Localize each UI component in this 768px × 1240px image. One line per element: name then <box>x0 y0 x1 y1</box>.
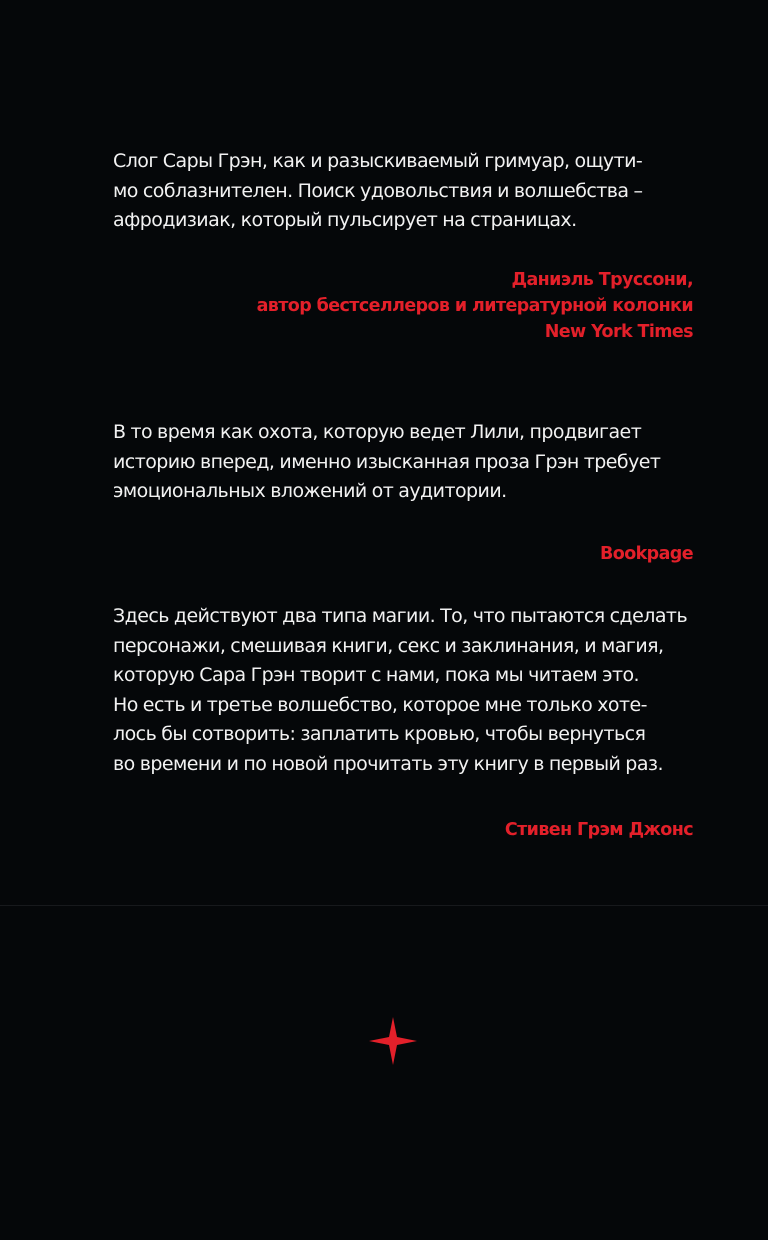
quote-line: В то время как охота, которую ведет Лили, продвигает <box>113 421 642 443</box>
attribution-line: Bookpage <box>600 544 693 564</box>
quote-line: афродизиак, который пульсирует на страницах. <box>113 209 577 231</box>
review-quote-3 <box>113 602 703 779</box>
divider <box>0 905 768 906</box>
quote-line: Слог Сары Грэн, как и разыскиваемый гримуар, ощути- <box>113 150 643 172</box>
attribution-line: New York Times <box>544 322 693 342</box>
attribution-line: Стивен Грэм Джонс <box>504 820 693 840</box>
attribution-line: Даниэль Труссони, <box>511 270 693 290</box>
review-attribution-2 <box>600 541 693 567</box>
review-quote-1 <box>113 147 703 236</box>
four-point-star-icon <box>368 1016 418 1066</box>
quote-line: лось бы сотворить: заплатить кровью, чтобы вернуться <box>113 723 646 745</box>
quote-line: Но есть и третье волшебство, которое мне только хоте- <box>113 693 647 716</box>
quote-line: во времени и по новой прочитать эту книгу в первый раз. <box>113 752 663 775</box>
attribution-line: автор бестселлеров и литературной колонки <box>256 296 693 316</box>
quote-line: Здесь действуют два типа магии. То, что пытаются сделать <box>113 605 688 627</box>
review-attribution-1 <box>257 267 693 345</box>
quote-line: мо соблазнителен. Поиск удовольствия и волшебства – <box>113 179 643 202</box>
quote-line: которую Сара Грэн творит с нами, пока мы читаем это. <box>113 664 640 686</box>
quote-line: историю вперед, именно изысканная проза Грэн требует <box>113 450 661 473</box>
review-attribution-3 <box>505 817 693 843</box>
quote-line: персонажи, смешивая книги, секс и заклинания, и магия, <box>113 634 664 657</box>
quote-line: эмоциональных вложений от аудитории. <box>113 480 507 502</box>
review-quote-2 <box>113 418 703 507</box>
